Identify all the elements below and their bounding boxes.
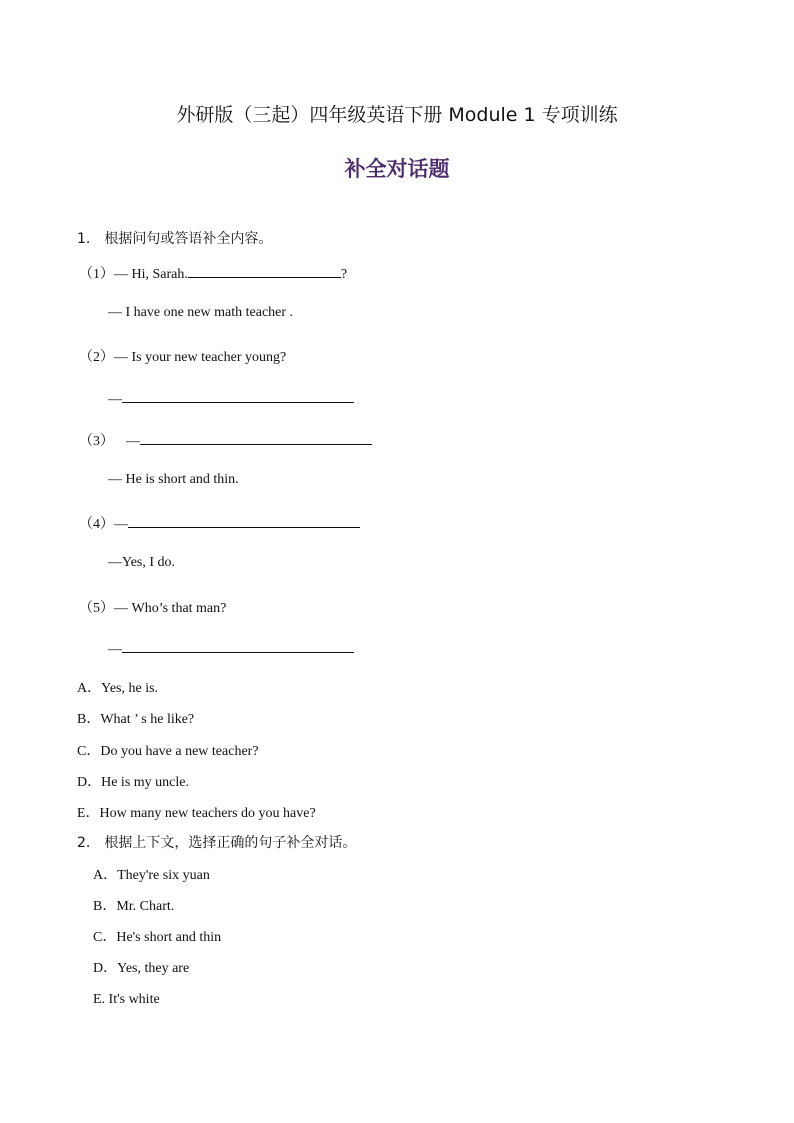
answer-blank[interactable]: [140, 430, 372, 445]
dialog-5-line-1: [79, 597, 226, 617]
dialog-4-line-1: [79, 513, 360, 533]
dialog-text: —: [114, 517, 128, 532]
section-title: 补全对话题: [344, 157, 450, 181]
dialog-1-line-1: [79, 263, 347, 283]
dialog-2-line-2: [108, 388, 354, 408]
dialog-text: —: [126, 434, 140, 449]
dialog-3-line-1: [79, 430, 372, 450]
dialog-text: —: [108, 392, 122, 407]
q2-option-d: D．Yes, they are: [93, 961, 190, 976]
dialog-number: （2）: [79, 350, 114, 365]
dialog-number: （3）: [79, 434, 114, 449]
answer-blank[interactable]: [122, 638, 354, 653]
question-1-instruction: 1. 根据问句或答语补全内容。: [77, 231, 273, 247]
option-e: E．How many new teachers do you have?: [77, 806, 316, 821]
answer-blank[interactable]: [122, 388, 354, 403]
dialog-number: （1）: [79, 267, 114, 282]
dialog-2-line-1: [79, 346, 286, 366]
dialog-text: —: [108, 642, 122, 657]
option-a: A．Yes, he is.: [77, 681, 159, 696]
dialog-text: ?: [340, 267, 348, 282]
answer-blank[interactable]: [188, 263, 341, 278]
question-2-instruction: 2. 根据上下文，选择正确的句子补全对话。: [77, 835, 357, 851]
q2-option-b: B．Mr. Chart.: [93, 899, 175, 914]
dialog-number: （5）: [79, 601, 114, 616]
dialog-1-line-2: — I have one new math teacher .: [108, 305, 294, 320]
page-title: 外研版（三起）四年级英语下册 Module 1 专项训练: [176, 104, 618, 126]
dialog-text: — Hi, Sarah.: [114, 267, 188, 282]
option-c: C．Do you have a new teacher?: [77, 744, 259, 759]
dialog-text: — Is your new teacher young?: [114, 350, 287, 365]
option-d: D．He is my uncle.: [77, 775, 189, 790]
dialog-number: （4）: [79, 517, 114, 532]
dialog-text: — Who’s that man?: [114, 601, 227, 616]
answer-blank[interactable]: [128, 513, 360, 528]
q2-option-a: A．They're six yuan: [93, 868, 210, 883]
dialog-5-line-2: [108, 638, 354, 658]
dialog-3-line-2: — He is short and thin.: [108, 472, 239, 487]
q2-option-e: E. It's white: [93, 992, 160, 1007]
dialog-4-line-2: —Yes, I do.: [108, 555, 176, 570]
q2-option-c: C．He's short and thin: [93, 930, 222, 945]
option-b: B．What ’ s he like?: [77, 712, 195, 727]
